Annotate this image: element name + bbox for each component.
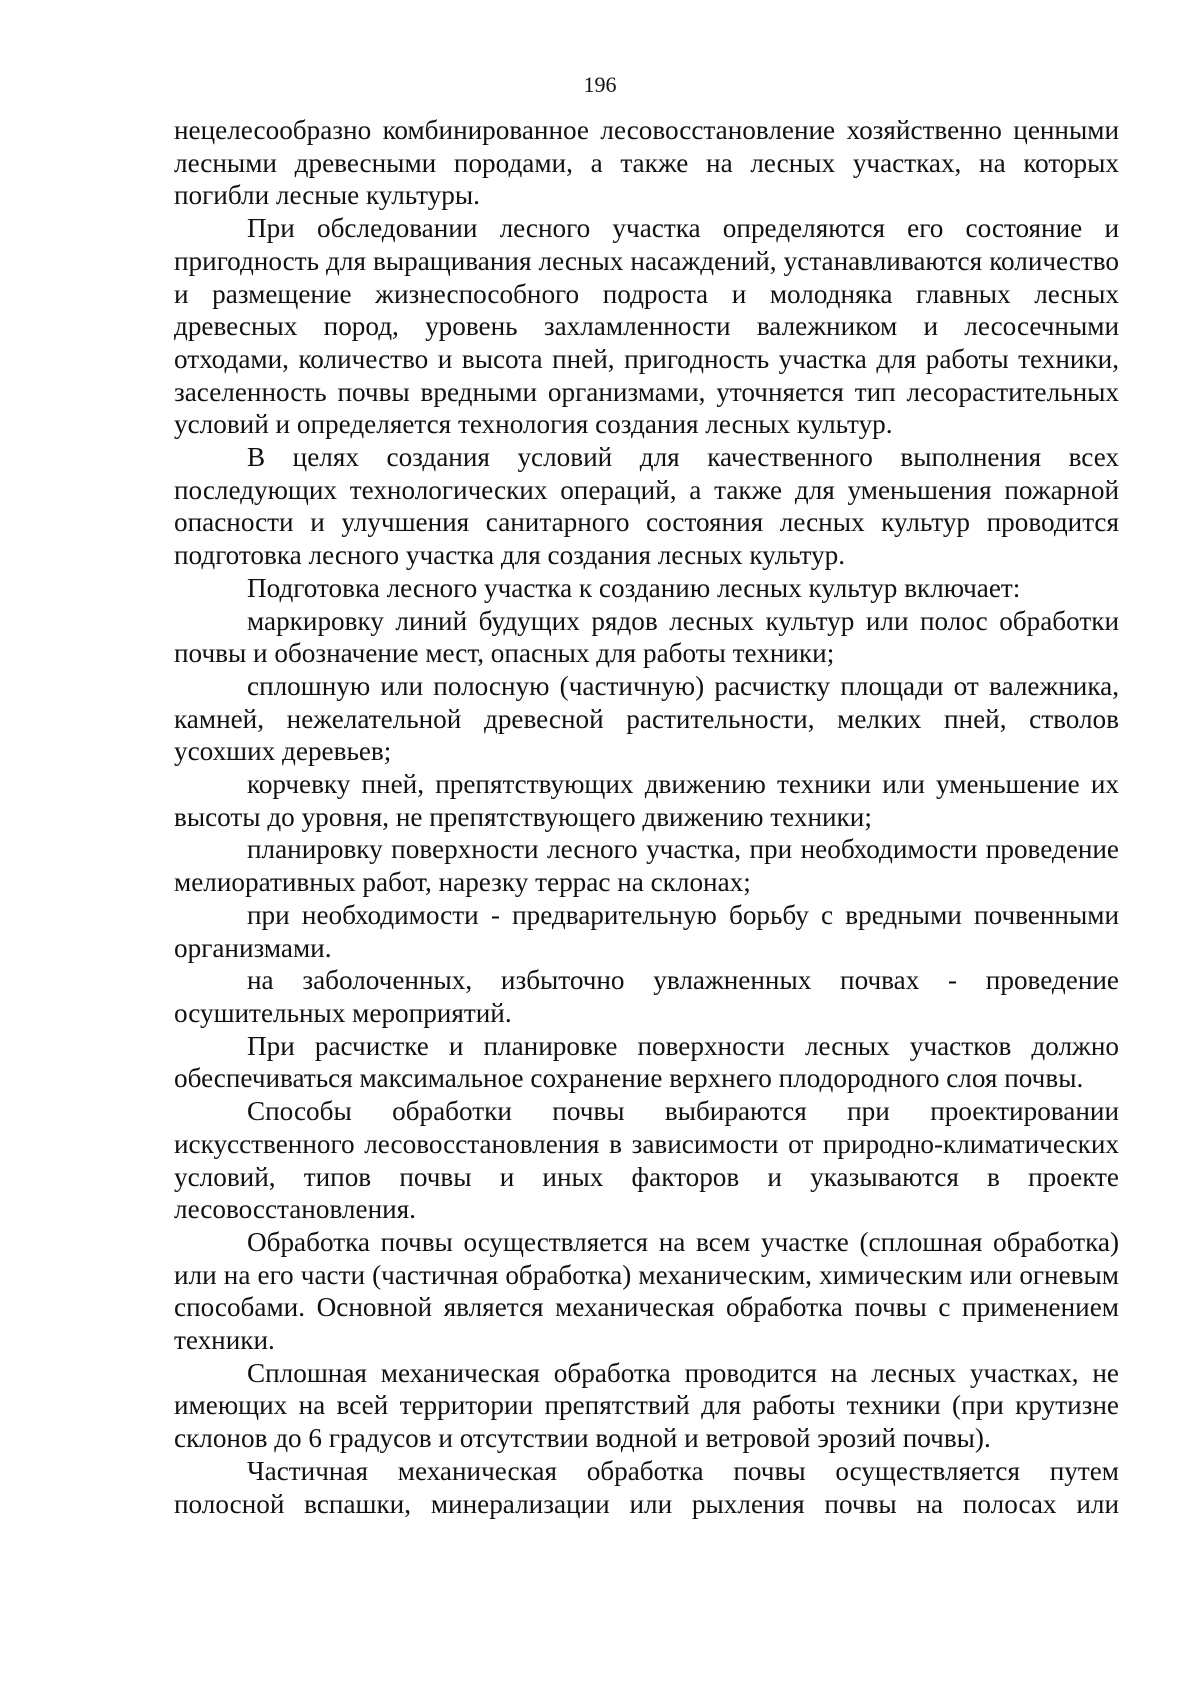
paragraph: Частичная механическая обработка почвы осуществляется путем полосной вспашки, минерализации или рыхления почвы на полосах или — [174, 1455, 1119, 1519]
paragraph: корчевку пней, препятствующих движению техники или уменьшение их высоты до уровня, не препятствующего движению техники; — [174, 769, 1119, 832]
paragraph: сплошную или полосную (частичную) расчистку площади от валежника, камней, нежелательной древесной растительности, мелких пней, стволов усохших деревьев; — [174, 670, 1119, 767]
paragraph: В целях создания условий для качественного выполнения всех последующих технологических операций, а также для уменьшения пожарной опасности и улучшения санитарного состояния лесных культур проводится подготовка лесного участка для создания лесных культур. — [174, 442, 1119, 571]
paragraph: маркировку линий будущих рядов лесных культур или полос обработки почвы и обозначение мест, опасных для работы техники; — [174, 605, 1119, 669]
paragraph: Способы обработки почвы выбираются при проектировании искусственного лесовосстановления в зависимости от природно-климатических условий, типов почвы и иных факторов и указываются в проекте лесовосстановления. — [174, 1096, 1119, 1225]
paragraph: планировку поверхности лесного участка, при необходимости проведение мелиоративных работ, нарезку террас на склонах; — [174, 834, 1119, 898]
paragraph: При расчистке и планировке поверхности лесных участков должно обеспечиваться максимальное сохранение верхнего плодородного слоя почвы. — [174, 1030, 1119, 1094]
paragraph: Обработка почвы осуществляется на всем участке (сплошная обработка) или на его части (частичная обработка) механическим, химическим или огневым способами. Основной является механическая обработка почвы с применением техники. — [174, 1226, 1119, 1356]
paragraph: При обследовании лесного участка определяются его состояние и пригодность для выращивания лесных насаждений, устанавливаются количество и размещение жизнеспособного подроста и молодняка главных лесных древесных пород, уровень захламленности валежником и лесосечными отходами, количество и высота пней, пригодность участка для работы техники, заселенность почвы вредными организмами, уточняется тип лесорастительных условий и определяется технология создания лесных культур. — [174, 213, 1119, 440]
paragraph: при необходимости - предварительную борьбу с вредными почвенными организмами. — [174, 899, 1119, 963]
paragraph: Подготовка лесного участка к созданию лесных культур включает: — [247, 572, 1021, 603]
paragraph: нецелесообразно комбинированное лесовосстановление хозяйственно ценными лесными древесными породами, а также на лесных участках, на которых погибли лесные культуры. — [174, 115, 1119, 211]
paragraph: на заболоченных, избыточно увлажненных почвах - проведение осушительных мероприятий. — [174, 965, 1119, 1028]
page-number: 196 — [583, 72, 617, 97]
paragraph: Сплошная механическая обработка проводится на лесных участках, не имеющих на всей территории препятствий для работы техники (при крутизне склонов до 6 градусов и отсутствии водной и ветровой эрозий почвы). — [174, 1357, 1119, 1454]
document-body — [174, 114, 1119, 1520]
